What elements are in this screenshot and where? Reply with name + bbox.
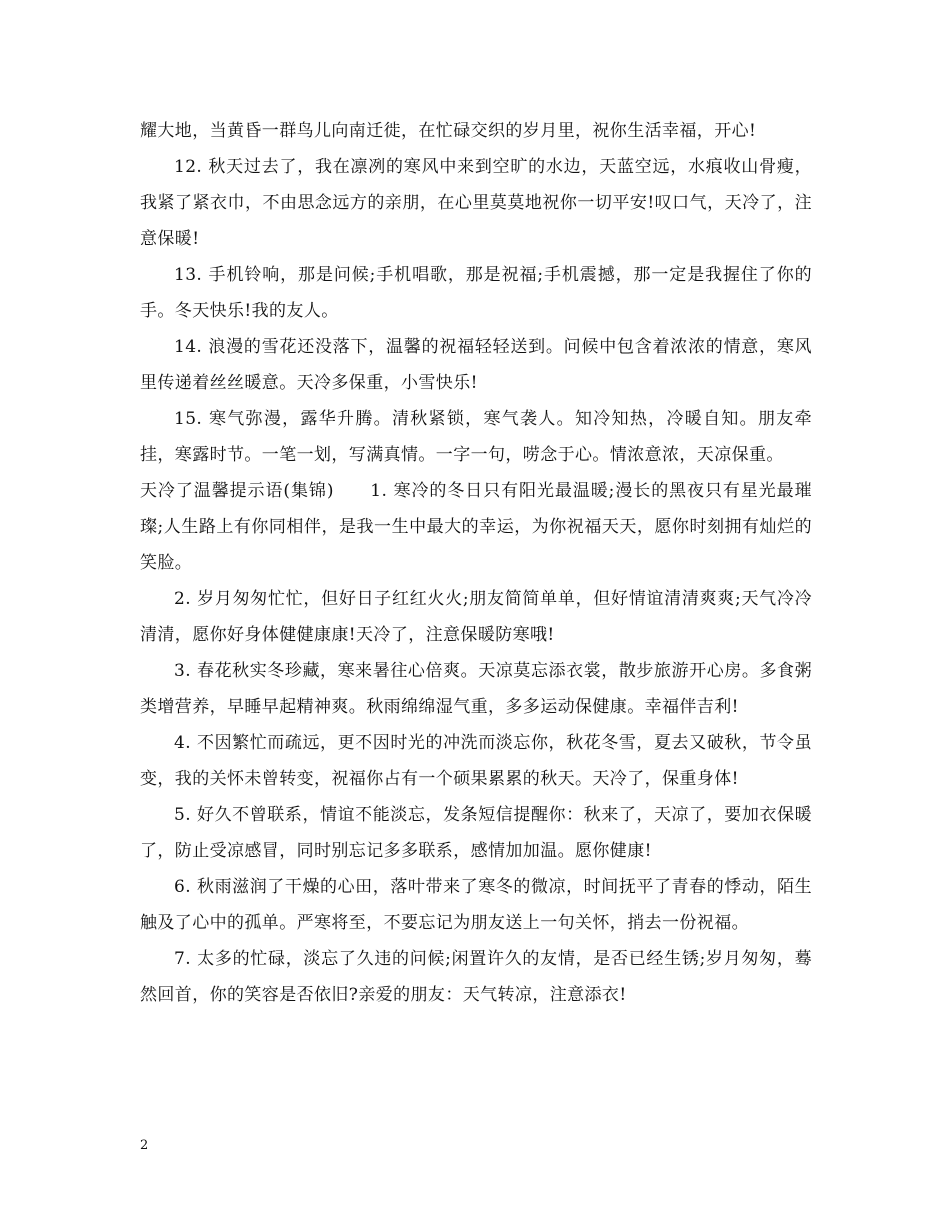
paragraph-item-2: 2. 岁月匆匆忙忙，但好日子红红火火;朋友简简单单，但好情谊清清爽爽;天气冷冷清清，愿你好身体健健康康!天冷了，注意保暖防寒哦! <box>140 589 812 645</box>
paragraph-item-6: 6. 秋雨滋润了干燥的心田，落叶带来了寒冬的微凉，时间抚平了青春的悸动，陌生触及了心中的孤单。严寒将至，不要忘记为朋友送上一句关怀，捎去一份祝福。 <box>140 877 812 933</box>
paragraph-item-13: 13. 手机铃响，那是问候;手机唱歌，那是祝福;手机震撼，那一定是我握住了你的手。冬天快乐!我的友人。 <box>140 265 812 321</box>
page-number: 2 <box>140 1138 149 1153</box>
paragraph-item-5: 5. 好久不曾联系，情谊不能淡忘，发条短信提醒你：秋来了，天凉了，要加衣保暖了，防止受凉感冒，同时别忘记多多联系，感情加加温。愿你健康! <box>140 805 812 861</box>
paragraph-item-14: 14. 浪漫的雪花还没落下，温馨的祝福轻轻送到。问候中包含着浓浓的情意，寒风里传递着丝丝暖意。天冷多保重，小雪快乐! <box>140 337 812 393</box>
paragraph-item-3: 3. 春花秋实冬珍藏，寒来暑往心倍爽。天凉莫忘添衣裳，散步旅游开心房。多食粥类增营养，早睡早起精神爽。秋雨绵绵湿气重，多多运动保健康。幸福伴吉利! <box>140 661 812 717</box>
paragraph-item-7: 7. 太多的忙碌，淡忘了久违的问候;闲置许久的友情，是否已经生锈;岁月匆匆，蓦然回首，你的笑容是否依旧?亲爱的朋友：天气转凉，注意添衣! <box>140 949 812 1005</box>
document-body <box>140 113 812 1013</box>
paragraph-item-12: 12. 秋天过去了，我在凛冽的寒风中来到空旷的水边，天蓝空远，水痕收山骨瘦，我紧了紧衣巾，不由思念远方的亲朋，在心里莫莫地祝你一切平安!叹口气，天冷了，注意保暖! <box>140 157 812 249</box>
section-heading-paragraph: 天冷了温馨提示语(集锦) 1. 寒冷的冬日只有阳光最温暖;漫长的黑夜只有星光最璀璨;人生路上有你同相伴，是我一生中最大的幸运，为你祝福天天，愿你时刻拥有灿烂的笑脸。 <box>140 481 812 573</box>
paragraph-continuation: 耀大地，当黄昏一群鸟儿向南迁徙，在忙碌交织的岁月里，祝你生活幸福，开心! <box>140 121 757 141</box>
paragraph-item-15: 15. 寒气弥漫，露华升腾。清秋紧锁，寒气袭人。知冷知热，冷暖自知。朋友牵挂，寒露时节。一笔一划，写满真情。一字一句，唠念于心。情浓意浓，天凉保重。 <box>140 409 812 465</box>
paragraph-item-4: 4. 不因繁忙而疏远，更不因时光的冲洗而淡忘你，秋花冬雪，夏去又破秋，节令虽变，我的关怀未曾转变，祝福你占有一个硕果累累的秋天。天冷了，保重身体! <box>140 733 812 789</box>
